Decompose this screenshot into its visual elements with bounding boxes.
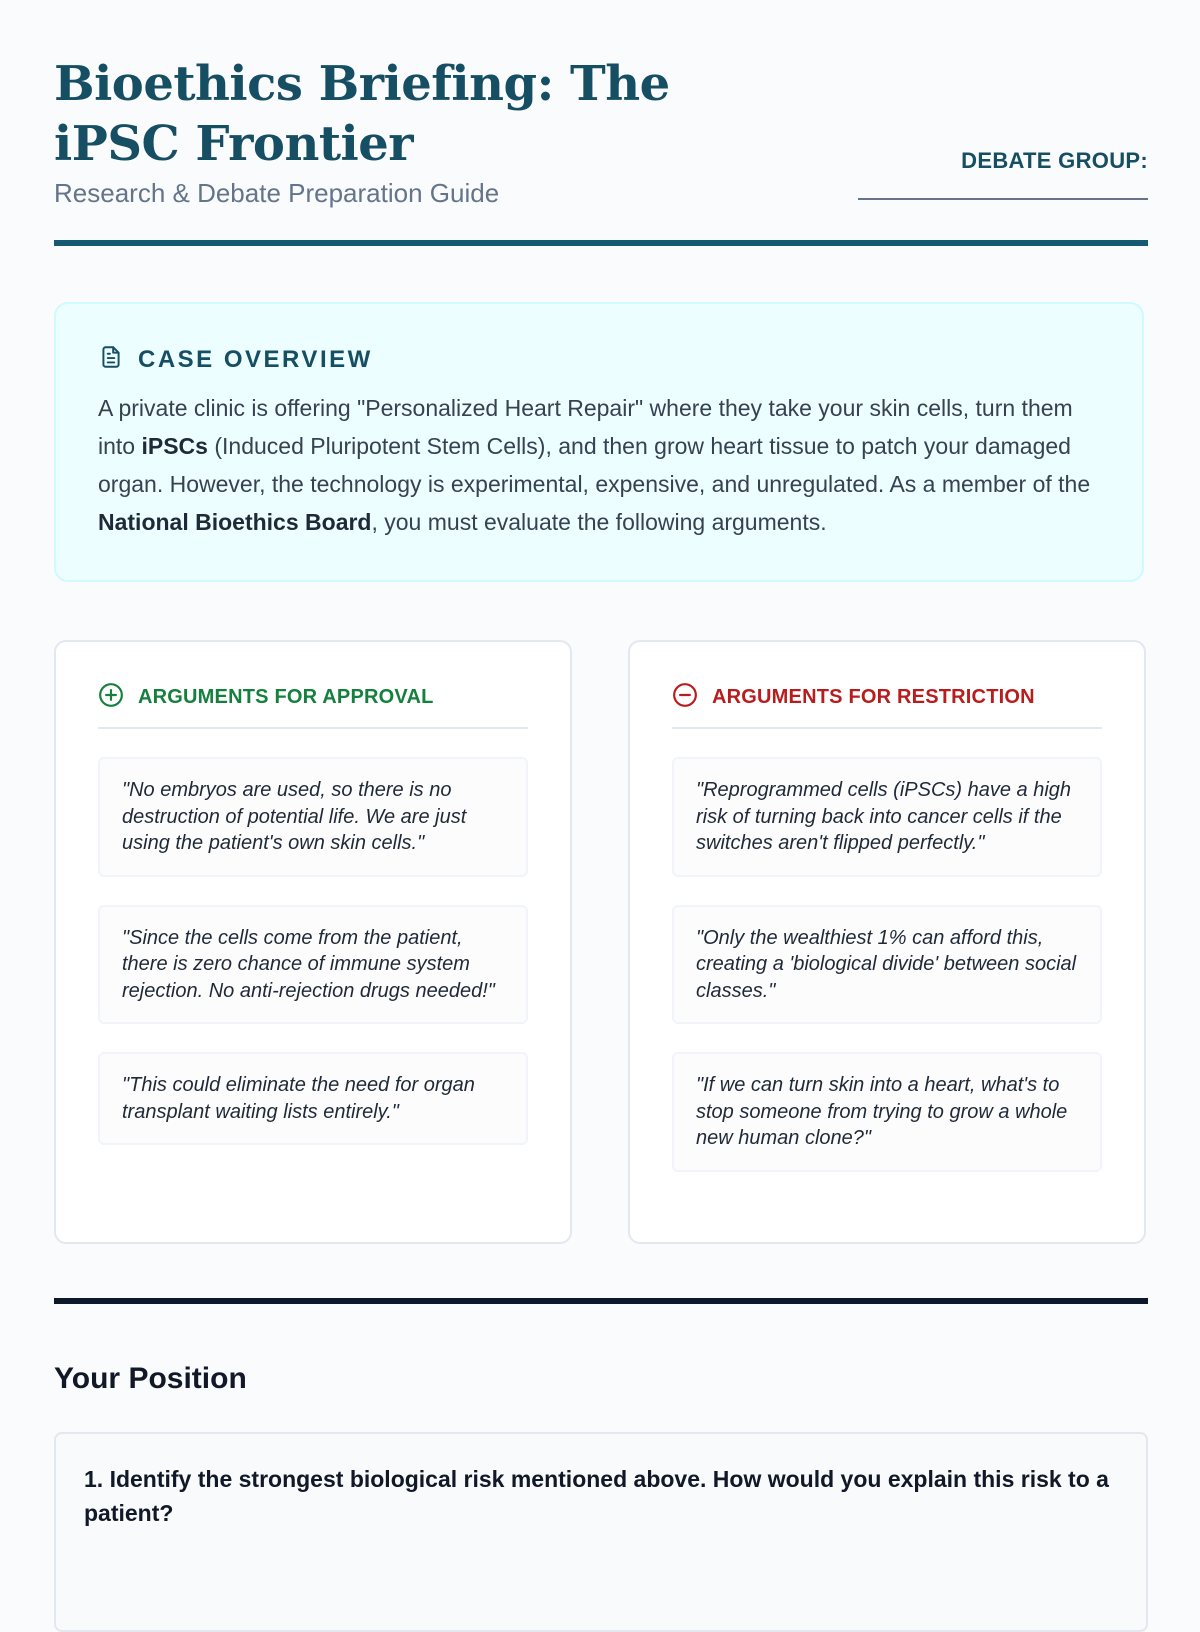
overview-text-part: , you must evaluate the following arguments. xyxy=(371,509,827,535)
overview-text-part: (Induced Pluripotent Stem Cells), and then grow heart tissue to patch your damaged organ. However, the technology is experimental, expensive, and unregulated. As a member of the xyxy=(98,433,1091,497)
approval-header xyxy=(98,682,528,729)
overview-term-board: National Bioethics Board xyxy=(98,509,372,535)
question-1-text: 1. Identify the strongest biological risk mentioned above. How would you explain this risk to a patient? xyxy=(84,1466,1109,1526)
case-overview-box xyxy=(54,302,1144,582)
restriction-header xyxy=(672,682,1102,729)
approval-argument-card: "This could eliminate the need for organ transplant waiting lists entirely." xyxy=(98,1052,528,1145)
approval-argument-card: "Since the cells come from the patient, there is zero chance of immune system rejection. No anti-rejection drugs needed!" xyxy=(98,905,528,1025)
case-overview-header xyxy=(98,344,1100,375)
page-title: Bioethics Briefing: The iPSC Frontier xyxy=(54,56,670,172)
approval-argument-card: "No embryos are used, so there is no destruction of potential life. We are just using the patient's own skin cells." xyxy=(98,757,528,877)
restriction-argument-card: "Reprogrammed cells (iPSCs) have a high risk of turning back into cancer cells if the switches aren't flipped perfectly." xyxy=(672,757,1102,877)
debate-group-blank-line[interactable] xyxy=(858,198,1148,200)
debate-group-label: DEBATE GROUP: xyxy=(961,148,1148,173)
case-overview-text xyxy=(98,389,1100,541)
restriction-argument-card: "If we can turn skin into a heart, what's to stop someone from trying to grow a whole new human clone?" xyxy=(672,1052,1102,1172)
briefing-page xyxy=(54,0,1148,1526)
overview-text-part: A private clinic is offering "Personalized Heart Repair" where they take your skin cells, turn them into xyxy=(98,395,1073,459)
question-1-answer-box[interactable] xyxy=(54,1432,1148,1632)
page-subtitle: Research & Debate Preparation Guide xyxy=(54,178,500,208)
page-header xyxy=(54,0,1148,246)
restriction-argument-card: "Only the wealthiest 1% can afford this, creating a 'biological divide' between social classes." xyxy=(672,905,1102,1025)
debate-group-field xyxy=(858,148,1148,200)
approval-title: ARGUMENTS FOR APPROVAL xyxy=(138,686,434,708)
restriction-arguments-panel xyxy=(628,640,1146,1244)
overview-term-ipscs: iPSCs xyxy=(141,433,208,459)
case-overview-title: CASE OVERVIEW xyxy=(138,345,373,373)
your-position-heading: Your Position xyxy=(54,1362,247,1395)
section-divider xyxy=(54,1298,1148,1304)
minus-circle-icon xyxy=(672,682,698,713)
header-divider xyxy=(54,240,1148,246)
plus-circle-icon xyxy=(98,682,124,713)
restriction-title: ARGUMENTS FOR RESTRICTION xyxy=(712,686,1035,708)
approval-arguments-panel xyxy=(54,640,572,1244)
document-icon xyxy=(98,344,124,375)
